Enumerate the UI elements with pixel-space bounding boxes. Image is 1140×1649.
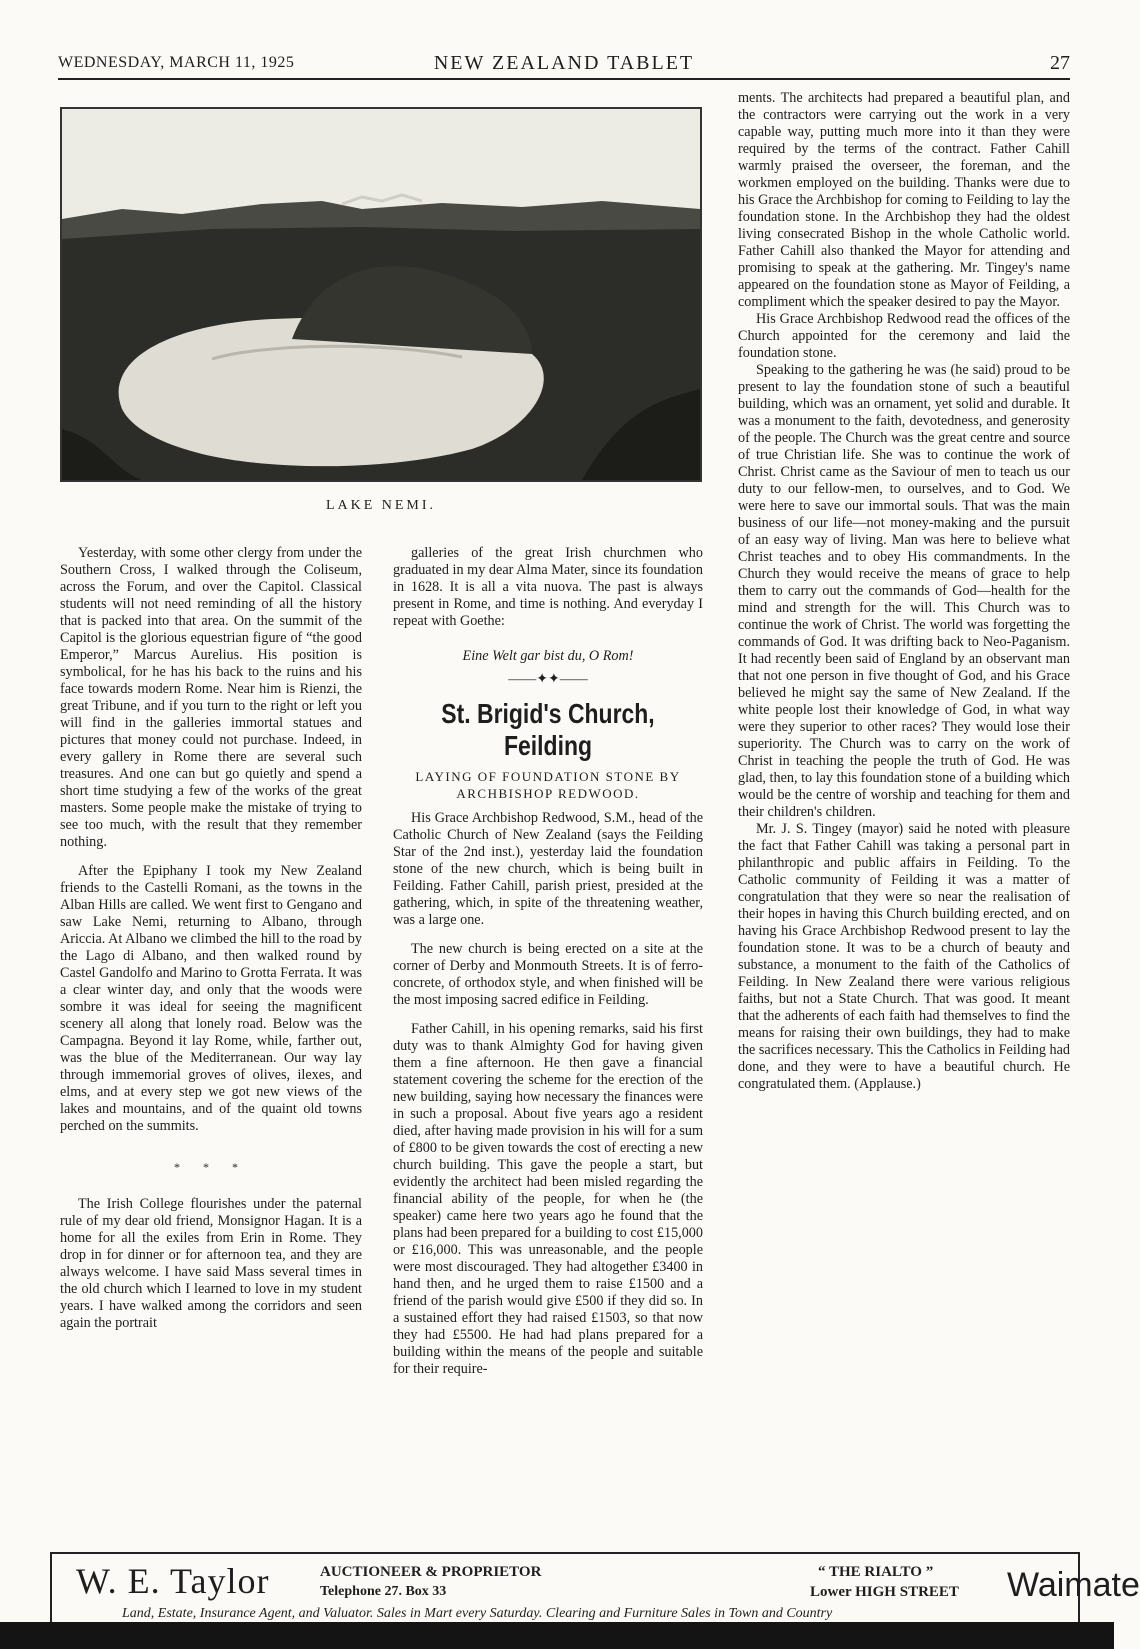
photo-caption: LAKE NEMI.	[325, 498, 437, 513]
advertiser-venue: “ THE RIALTO ”	[818, 1564, 934, 1580]
paragraph: His Grace Archbishop Redwood, S.M., head of the Catholic Church of New Zealand (says the Feilding Star of the 2nd inst.), yesterday laid the foundation stone of the new church, which is being built in Feilding. Father Cahill, parish priest, presided at the gathering, which, in spite of the threatening weather, was a large one.	[393, 810, 703, 928]
publication-title: NEW ZEALAND TABLET	[433, 52, 695, 74]
article-title: St. Brigid's Church, Feilding	[441, 698, 655, 761]
divider-ornament: ——✦✦——	[508, 672, 588, 687]
advertiser-tagline: Land, Estate, Insurance Agent, and Valuator. Sales in Mart every Saturday. Clearing and Furniture Sales in Town and Country	[122, 1606, 833, 1621]
column-2	[393, 545, 703, 1378]
paragraph: Yesterday, with some other clergy from under the Southern Cross, I walked through the Coliseum, across the Forum, and over the Capitol. Classical students will not need reminding of all the history that is packed into that area. On the summit of the Capitol is the glorious equestrian figure of “the good Emperor,” Marcus Aurelius. His position is symbolical, for he has his back to the ruins and his face towards modern Rome. Near him is Rienzi, the great Tribune, and if you turn to the right or left you will find in the galleries immortal statues and pictures that money could not purchase. Indeed, in every gallery in Rome there are several such treasures. And one can but go quietly and spend a short time studying a few of the works of the great masters. Some people make the mistake of trying to see too much, with the result that they remember nothing.	[60, 545, 362, 850]
issue-date: WEDNESDAY, MARCH 11, 1925	[58, 54, 295, 71]
paragraph: Mr. J. S. Tingey (mayor) said he noted with pleasure the fact that Father Cahill was taking a personal part in philanthropic and public affairs in Feilding. To the Catholic community of Feilding it was a matter of congratulation that they were so near the realisation of their hopes in having this Church building erected, and on having his Grace Archbishop Redwood present to lay the foundation stone. It was to be a church of beauty and substance, a monument to the faith of the Catholics of Feilding. In New Zealand there were various religious faiths, but not a State Church. That was good. It meant that the adherents of each faith had themselves to find the means for raising their own buildings, they had to make the sacrifices necessary. This the Catholics in Feilding had done, and they were to have a beautiful church. He congratulated them. (Applause.)	[738, 821, 1070, 1092]
section-break: * * *	[174, 1160, 248, 1174]
paragraph: After the Epiphany I took my New Zealand friends to the Castelli Romani, as the towns in the Alban Hills are called. We went first to Gengano and saw Lake Nemi, returning to Albano, through Ariccia. At Albano we climbed the hill to the road by the Lago di Albano, and then walked round by Castel Gandolfo and Marino to Grotta Ferrata. It was a clear winter day, and only that the woods were sombre it was ideal for seeing the magnificent scenery all along that lonely road. Below was the Campagna. Beyond it lay Rome, while, farther out, was the blue of the Mediterranean. Our way lay through immemorial groves of olives, ilexes, and elms, and at every step we got new views of the lakes and mountains, and of the quaint old towns perched on the summits.	[60, 863, 362, 1134]
paragraph: ments. The architects had prepared a beautiful plan, and the contractors were carrying out the work in a very capable way, putting much more into it than they were required by the terms of the contract. Father Cahill warmly praised the overseer, the foreman, and the workmen employed on the building. Thanks were due to his Grace the Archbishop for coming to Feilding to lay the foundation stone. In the Archbishop they had the oldest living consecrated Bishop in the whole Catholic world. Father Cahill also thanked the Mayor for attending and promising to speak at the gathering. Mr. Tingey's name appeared on the foundation stone as Mayor of Feilding, a compliment which the speaker desired to pay the Mayor.	[738, 90, 1070, 310]
bottom-edge-band	[0, 1622, 1114, 1649]
paragraph: His Grace Archbishop Redwood read the offices of the Church appointed for the ceremony and laid the foundation stone.	[738, 311, 1070, 361]
paragraph: The new church is being erected on a site at the corner of Derby and Monmouth Streets. It is of ferro-concrete, of orthodox style, and when finished will be the most imposing sacred edifice in Feilding.	[393, 941, 703, 1008]
column-1	[60, 545, 362, 1332]
advertiser-telephone: Telephone 27. Box 33	[320, 1584, 447, 1599]
advertisement	[50, 1552, 1140, 1624]
advertiser-street: Lower HIGH STREET	[810, 1584, 959, 1600]
page-number: 27	[1050, 52, 1070, 74]
article-subtitle: LAYING OF FOUNDATION STONE BY ARCHBISHOP REDWOOD.	[415, 769, 681, 801]
paragraph: Speaking to the gathering he was (he said) proud to be present to lay the foundation stone of such a beautiful building, which was an ornament, yet solid and durable. It was a monument to the faith, devotedness, and generosity of the people. The Church was the great centre and source of true Christian life. She was to continue the work of Christ. Christ came as the Saviour of men to teach us our duty to our fellow-men, to ourselves, and to God. We were here to save our immortal souls. That was the main business of our life—not money-making and the pursuit of an easy way of living. Man was here to believe what Christ teaches and to obey His commandments. In the Church they would receive the means of grace to help them to carry out the commands of God—health for the mind and strength for the will. This Church was to continue the work of Christ. The world was forgetting the commands of God. It was drifting back to Neo-Paganism. It had recently been said of England by an observant man that not one person in five thought of God, and his Grace believed he might say the same of New Zealand. If the white people lost their knowledge of God, in what way were they superior to other races? They would lose their superiority. The Church was to carry on the work of Christ in teaching the people the truth of God. He was glad, then, to lay this foundation stone of a building which would be the centre of worship and teaching for them and their children's children.	[738, 362, 1070, 820]
paragraph: The Irish College flourishes under the paternal rule of my dear old friend, Monsignor Hagan. It is a home for all the exiles from Erin in Rome. They drop in for dinner or for afternoon tea, and they are always welcome. I have said Mass several times in the old church which I learned to love in my student years. I have walked among the corridors and seen again the portrait	[60, 1196, 362, 1331]
lake-nemi-photo	[60, 107, 702, 482]
page-header	[58, 52, 1070, 80]
advertiser-role: AUCTIONEER & PROPRIETOR	[320, 1564, 542, 1580]
advertiser-name: W. E. Taylor	[76, 1561, 270, 1601]
column-3	[738, 90, 1070, 1093]
paragraph: galleries of the great Irish churchmen who graduated in my dear Alma Mater, since its foundation in 1628. It is all a vita nuova. The past is always present in Rome, and time is nothing. And everyday I repeat with Goethe:	[393, 545, 703, 629]
goethe-quote: Eine Welt gar bist du, O Rom!	[462, 648, 634, 664]
advertiser-town: Waimate	[1007, 1566, 1140, 1604]
landscape-illustration	[62, 109, 700, 480]
paragraph: Father Cahill, in his opening remarks, said his first duty was to thank Almighty God for having given them a fine afternoon. He then gave a financial statement covering the scheme for the erection of the new building, saying how necessary the finances were in such a proposal. About five years ago a resident died, after having made provision in his will for a sum of £800 to be given towards the cost of erecting a new church building. This gave the people a start, but evidently the architect had been misled regarding the financial ability of the people, for when he (the speaker) came here two years ago he found that the plans had been prepared for a building to cost £15,000 or £16,000. This was unreasonable, and the people were most discouraged. They had altogether £3400 in hand then, and he urged them to raise £1500 and a friend of the parish would give £500 if they did so. In a sustained effort they had raised £1503, so that now they had £5500. He had had plans prepared for a building within the means of the people and suitable for their require-	[393, 1021, 703, 1377]
